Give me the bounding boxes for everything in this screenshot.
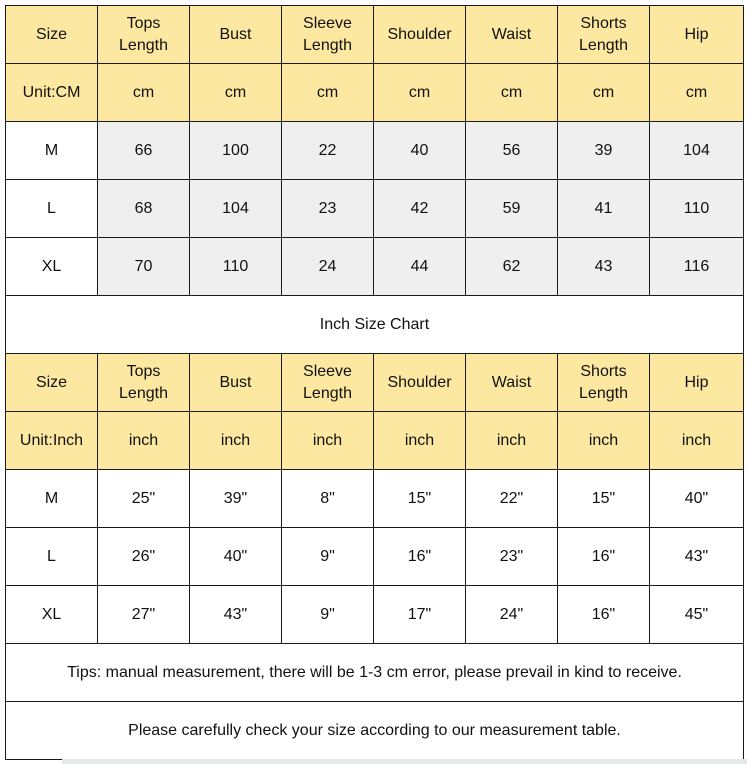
inch-header-cell: Tops Length: [98, 354, 190, 412]
cm-size-label: XL: [6, 238, 98, 296]
inch-header-cell: Waist: [466, 354, 558, 412]
inch-caption-row: [6, 296, 744, 354]
cm-size-row: [6, 122, 744, 180]
cm-header-cell: Sleeve Length: [282, 6, 374, 64]
check-row: [6, 702, 744, 760]
cm-measure-cell: 24: [282, 238, 374, 296]
inch-measure-cell: 24": [466, 586, 558, 644]
cm-measure-cell: 68: [98, 180, 190, 238]
inch-measure-cell: 22": [466, 470, 558, 528]
cm-unit-row: [6, 64, 744, 122]
cm-header-cell: Hip: [650, 6, 744, 64]
size-chart-sheet: [5, 5, 743, 760]
cm-header-cell: Shoulder: [374, 6, 466, 64]
cm-measure-cell: 22: [282, 122, 374, 180]
inch-measure-cell: 8": [282, 470, 374, 528]
cm-measure-cell: 116: [650, 238, 744, 296]
cm-measure-cell: 110: [650, 180, 744, 238]
inch-measure-cell: 15": [558, 470, 650, 528]
inch-size-row: [6, 528, 744, 586]
cm-unit-cell: cm: [374, 64, 466, 122]
inch-unit-cell: inch: [190, 412, 282, 470]
cm-unit-cell: cm: [98, 64, 190, 122]
cm-header-cell: Waist: [466, 6, 558, 64]
inch-measure-cell: 9": [282, 586, 374, 644]
cm-measure-cell: 41: [558, 180, 650, 238]
cm-measure-cell: 70: [98, 238, 190, 296]
inch-size-row: [6, 586, 744, 644]
inch-measure-cell: 15": [374, 470, 466, 528]
cm-size-row: [6, 180, 744, 238]
cm-measure-cell: 42: [374, 180, 466, 238]
cm-header-cell: Size: [6, 6, 98, 64]
cm-measure-cell: 104: [190, 180, 282, 238]
size-chart-table: [5, 5, 744, 760]
cm-measure-cell: 56: [466, 122, 558, 180]
inch-header-cell: Size: [6, 354, 98, 412]
inch-size-row: [6, 470, 744, 528]
cm-measure-cell: 43: [558, 238, 650, 296]
inch-measure-cell: 27": [98, 586, 190, 644]
inch-unit-cell: inch: [282, 412, 374, 470]
cm-measure-cell: 39: [558, 122, 650, 180]
inch-measure-cell: 23": [466, 528, 558, 586]
cm-measure-cell: 62: [466, 238, 558, 296]
cm-measure-cell: 100: [190, 122, 282, 180]
inch-unit-cell: inch: [466, 412, 558, 470]
cm-measure-cell: 40: [374, 122, 466, 180]
tips-note: Tips: manual measurement, there will be 1-3 cm error, please prevail in kind to receive.: [6, 644, 744, 702]
cm-size-row: [6, 238, 744, 296]
cm-unit-cell: cm: [466, 64, 558, 122]
inch-measure-cell: 16": [374, 528, 466, 586]
cm-measure-cell: 44: [374, 238, 466, 296]
cm-unit-cell: cm: [282, 64, 374, 122]
inch-size-label: M: [6, 470, 98, 528]
inch-measure-cell: 43": [650, 528, 744, 586]
inch-measure-cell: 40": [650, 470, 744, 528]
cm-measure-cell: 104: [650, 122, 744, 180]
inch-header-cell: Sleeve Length: [282, 354, 374, 412]
cm-unit-cell: cm: [558, 64, 650, 122]
inch-measure-cell: 16": [558, 586, 650, 644]
inch-header-row: [6, 354, 744, 412]
inch-size-label: XL: [6, 586, 98, 644]
inch-measure-cell: 9": [282, 528, 374, 586]
inch-unit-cell: Unit:Inch: [6, 412, 98, 470]
tips-row: [6, 644, 744, 702]
inch-header-cell: Shorts Length: [558, 354, 650, 412]
inch-measure-cell: 43": [190, 586, 282, 644]
inch-unit-cell: inch: [558, 412, 650, 470]
cm-unit-cell: cm: [650, 64, 744, 122]
inch-unit-cell: inch: [98, 412, 190, 470]
inch-unit-cell: inch: [650, 412, 744, 470]
inch-measure-cell: 17": [374, 586, 466, 644]
cm-measure-cell: 110: [190, 238, 282, 296]
inch-size-chart-caption: Inch Size Chart: [6, 296, 744, 354]
inch-header-cell: Bust: [190, 354, 282, 412]
cm-measure-cell: 23: [282, 180, 374, 238]
cm-size-label: L: [6, 180, 98, 238]
cm-header-cell: Tops Length: [98, 6, 190, 64]
cm-measure-cell: 59: [466, 180, 558, 238]
check-size-note: Please carefully check your size according to our measurement table.: [6, 702, 744, 760]
inch-measure-cell: 16": [558, 528, 650, 586]
cm-unit-cell: Unit:CM: [6, 64, 98, 122]
cm-measure-cell: 66: [98, 122, 190, 180]
cm-header-row: [6, 6, 744, 64]
cm-header-cell: Bust: [190, 6, 282, 64]
inch-measure-cell: 45": [650, 586, 744, 644]
inch-unit-cell: inch: [374, 412, 466, 470]
cm-unit-cell: cm: [190, 64, 282, 122]
inch-measure-cell: 25": [98, 470, 190, 528]
bottom-edge-shade: [62, 759, 747, 764]
inch-measure-cell: 39": [190, 470, 282, 528]
inch-measure-cell: 26": [98, 528, 190, 586]
inch-header-cell: Hip: [650, 354, 744, 412]
cm-size-label: M: [6, 122, 98, 180]
inch-unit-row: [6, 412, 744, 470]
cm-header-cell: Shorts Length: [558, 6, 650, 64]
inch-header-cell: Shoulder: [374, 354, 466, 412]
inch-size-label: L: [6, 528, 98, 586]
inch-measure-cell: 40": [190, 528, 282, 586]
